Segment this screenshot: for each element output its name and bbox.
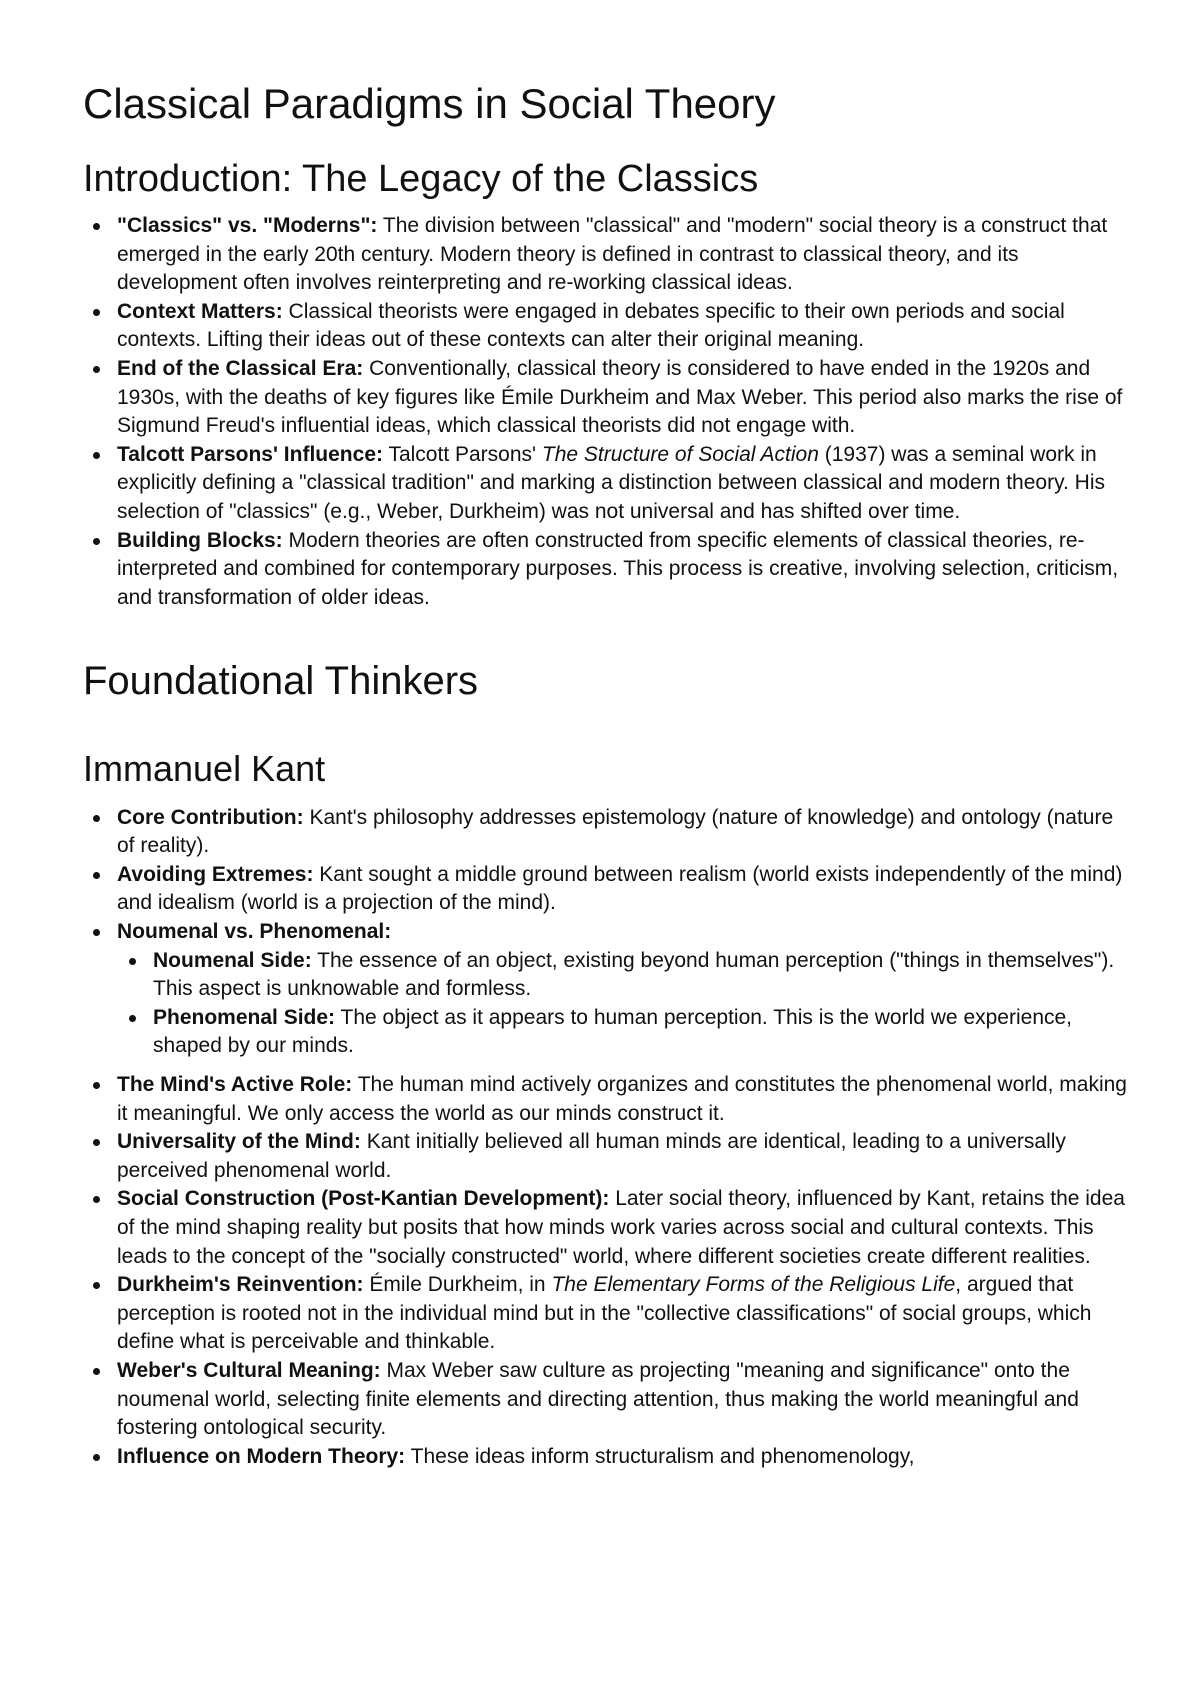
section-heading: Foundational Thinkers <box>83 659 479 704</box>
list-item <box>117 441 1128 527</box>
item-text: The division between "classical" and "modern" social theory is a construct that emerged in the early 20th century. Modern theory is defined in contrast to classical theory, and its development often involves reinterpreting and re-working classical ideas. <box>117 213 1108 295</box>
item-text: Modern theories are often constructed from specific elements of classical theories, re-interpreted and combined for contemporary purposes. This process is creative, involving selection, criticism, and transformation of older ideas. <box>117 528 1119 609</box>
item-term: Core Contribution: <box>117 805 304 829</box>
intro-list <box>83 212 1128 612</box>
item-term: Avoiding Extremes: <box>117 862 314 886</box>
item-text: Talcott Parsons' <box>383 442 542 466</box>
nested-list-item <box>153 1004 1128 1061</box>
list-item <box>117 355 1128 441</box>
list-item <box>117 1443 1128 1472</box>
list-item <box>117 804 1128 861</box>
list-item <box>117 1128 1128 1185</box>
list-item <box>117 918 1128 1061</box>
item-term: The Mind's Active Role: <box>117 1073 353 1097</box>
list-item <box>117 1357 1128 1443</box>
list-item <box>117 1185 1128 1271</box>
item-term: Context Matters: <box>117 299 283 323</box>
item-text: Kant sought a middle ground between realism (world exists independently of the mind) and idealism (world is a projection of the mind). <box>117 862 1123 915</box>
item-term: Social Construction (Post-Kantian Development): <box>117 1187 610 1211</box>
item-term: Durkheim's Reinvention: <box>117 1273 364 1297</box>
list-item <box>117 861 1128 918</box>
item-text: These ideas inform structuralism and phenomenology, <box>405 1444 915 1468</box>
item-term: Universality of the Mind: <box>117 1130 361 1154</box>
item-text: Émile Durkheim, in <box>363 1273 552 1297</box>
item-term: Phenomenal Side: <box>153 1005 336 1029</box>
item-text: Kant initially believed all human minds are identical, leading to a universally perceived phenomenal world. <box>117 1130 1066 1182</box>
nested-list-item <box>153 947 1128 1004</box>
item-text: Later social theory, influenced by Kant, retains the idea of the mind shaping reality but posits that how minds work varies across social and cultural contexts. This leads to the concept of the "socially constructed" world, where different societies create different realities. <box>117 1187 1125 1268</box>
list-item <box>117 298 1128 355</box>
document-title: Classical Paradigms in Social Theory <box>83 80 776 127</box>
item-text: Classical theorists were engaged in debates specific to their own periods and social contexts. Lifting their ideas out of these contexts can alter their original meaning. <box>117 299 1065 352</box>
book-title: The Structure of Social Action <box>541 442 819 466</box>
item-term: Weber's Cultural Meaning: <box>117 1358 381 1382</box>
item-text: (1937) was a seminal work in explicitly defining a "classical tradition" and marking a distinction between classical and modern theory. His selection of "classics" (e.g., Weber, Durkheim) was not universal and has shifted over time. <box>117 442 1106 523</box>
item-term: Building Blocks: <box>117 528 283 552</box>
item-term: End of the Classical Era: <box>117 356 364 380</box>
item-text: Conventionally, classical theory is considered to have ended in the 1920s and 1930s, with the deaths of key figures like Émile Durkheim and Max Weber. This period also marks the rise of Sigmund Freud's influential ideas, which classical theorists did not engage with. <box>117 356 1123 438</box>
list-item <box>117 1071 1128 1128</box>
item-text: Max Weber saw culture as projecting "meaning and significance" onto the noumenal world, selecting finite elements and directing attention, thus making the world meaningful and fostering ontological security. <box>117 1358 1079 1440</box>
item-term: "Classics" vs. "Moderns": <box>117 213 378 237</box>
item-term: Noumenal Side: <box>153 948 312 972</box>
list-item <box>117 527 1128 613</box>
item-text: The object as it appears to human perception. This is the world we experience, shaped by our minds. <box>153 1005 1073 1058</box>
item-text: , argued that perception is rooted not in the individual mind but in the "collective classifications" of social groups, which define what is perceivable and thinkable. <box>117 1273 1092 1354</box>
item-term: Noumenal vs. Phenomenal: <box>117 920 392 944</box>
kant-heading: Immanuel Kant <box>83 748 326 790</box>
item-term: Talcott Parsons' Influence: <box>117 442 383 466</box>
item-text: The human mind actively organizes and constitutes the phenomenal world, making it meaningful. We only access the world as our minds construct it. <box>117 1073 1127 1125</box>
intro-heading: Introduction: The Legacy of the Classics <box>83 158 759 201</box>
book-title: The Elementary Forms of the Religious Life <box>551 1273 956 1297</box>
item-text: Kant's philosophy addresses epistemology (nature of knowledge) and ontology (nature of reality). <box>117 805 1114 858</box>
list-item <box>117 212 1128 298</box>
nested-list <box>117 947 1128 1061</box>
item-text: The essence of an object, existing beyond human perception ("things in themselves"). This aspect is unknowable and formless. <box>153 948 1115 1001</box>
list-item <box>117 1271 1128 1357</box>
item-term: Influence on Modern Theory: <box>117 1444 406 1468</box>
kant-list <box>83 804 1128 1472</box>
